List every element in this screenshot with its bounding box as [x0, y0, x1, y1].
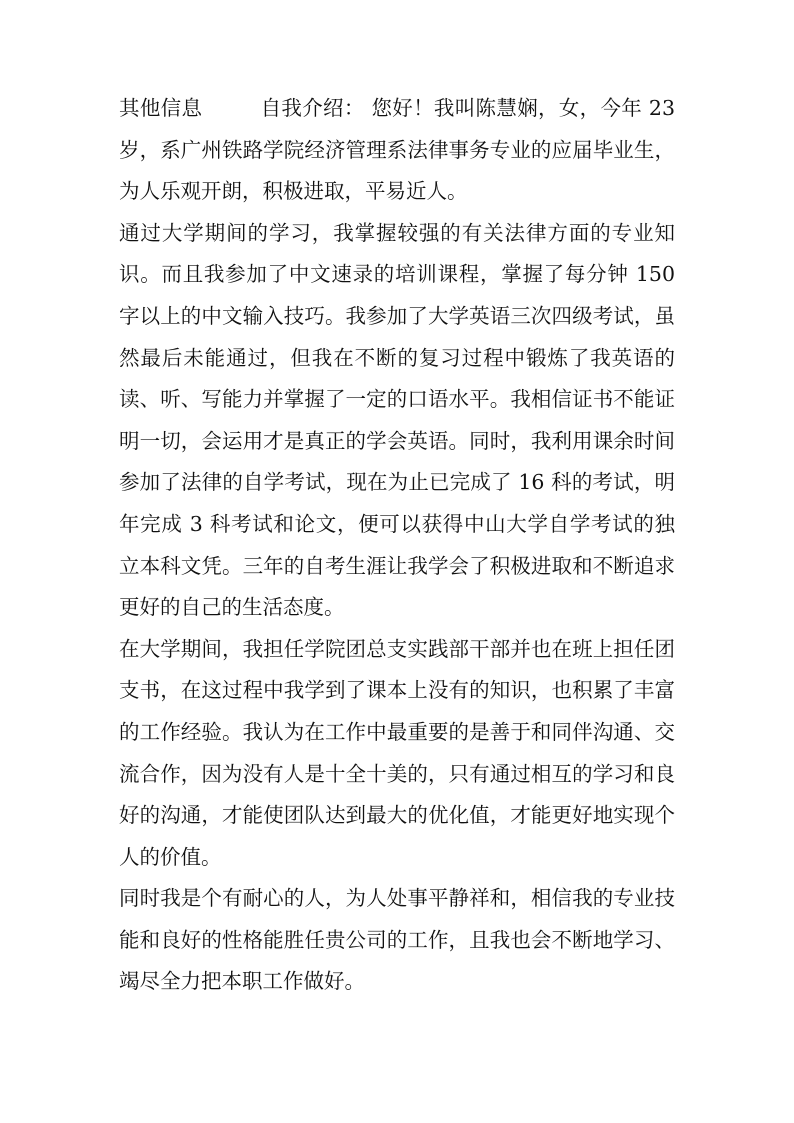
paragraph-personality: 同时我是个有耐心的人，为人处事平静祥和，相信我的专业技能和良好的性格能胜任贵公司的工作，且我也会不断地学习、竭尽全力把本职工作做好。	[119, 886, 675, 994]
paragraph-self-intro	[119, 88, 675, 213]
paragraph-study: 通过大学期间的学习，我掌握较强的有关法律方面的专业知识。而且我参加了中文速录的培训课程，掌握了每分钟 150 字以上的中文输入技巧。我参加了大学英语三次四级考试，虽然最后未能通过，但我在不断的复习过程中锻炼了我英语的读、听、写能力并掌握了一定的口语水平。我相信证书不能证明一切，会运用才是真正的学会英语。同时，我利用课余时间参加了法律的自学考试，现在为止已完成了 16 科的考试，明年完成 3 科考试和论文，便可以获得中山大学自学考试的独立本科文凭。三年的自考生涯让我学会了积极进取和不断追求更好的自己的生活态度。	[119, 220, 675, 620]
section-label: 其他信息	[119, 96, 203, 120]
paragraph-experience: 在大学期间，我担任学院团总支实践部干部并也在班上担任团支书，在这过程中我学到了课本上没有的知识，也积累了丰富的工作经验。我认为在工作中最重要的是善于和同伴沟通、交流合作，因为没有人是十全十美的，只有通过相互的学习和良好的沟通，才能使团队达到最大的优化值，才能更好地实现个人的价值。	[119, 636, 675, 869]
document-body	[119, 88, 675, 1003]
paragraph-text: 自我介绍： 您好！我叫陈慧娴，女，今年 23 岁，系广州铁路学院经济管理系法律事务专业的应届毕业生，为人乐观开朗，积极进取，平易近人。	[119, 96, 675, 204]
